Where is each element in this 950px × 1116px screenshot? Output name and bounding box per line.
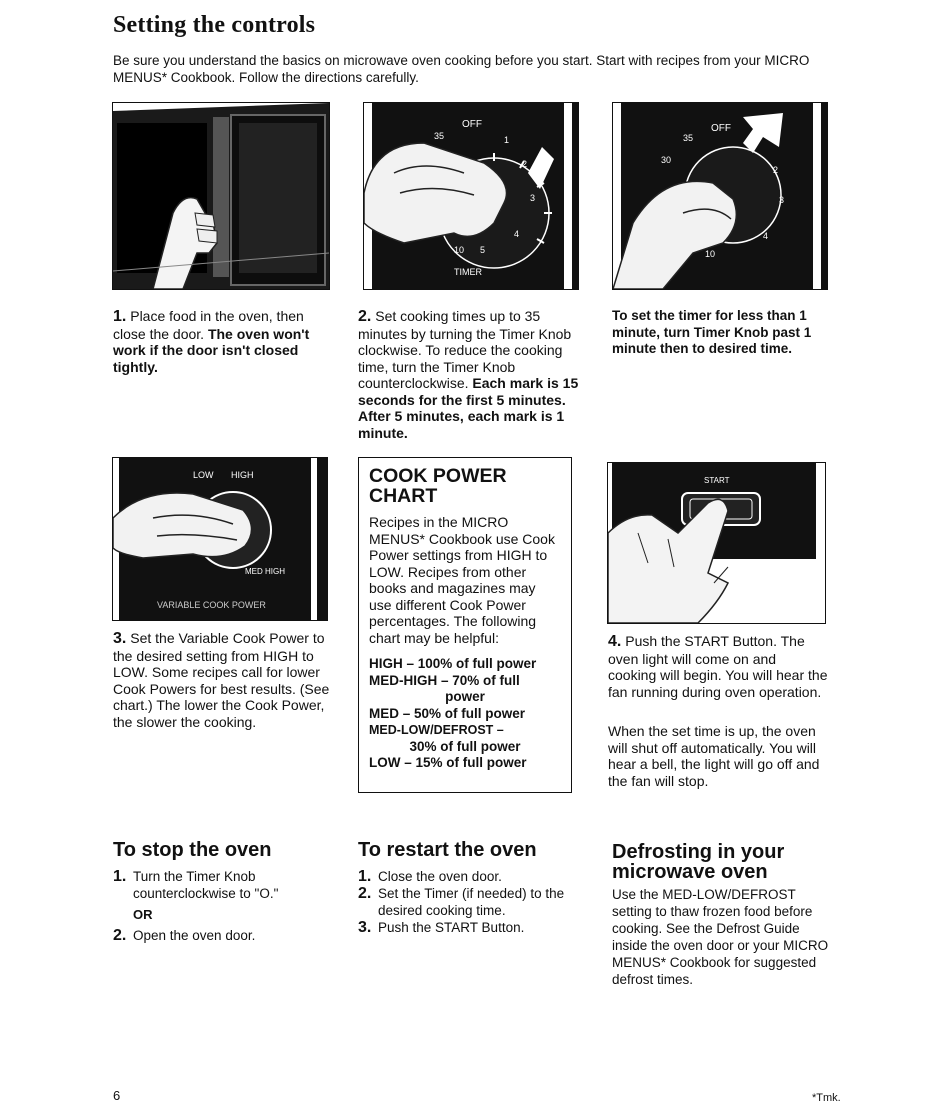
photo-oven-door xyxy=(112,102,330,290)
photo-timer-less-than-minute xyxy=(612,102,828,290)
caption-step4: 4. Push the START Button. The oven light will come on and cooking will begin. You will hear the fan running during oven operation. xyxy=(608,633,828,700)
svg-text:10: 10 xyxy=(705,249,716,259)
svg-text:HIGH: HIGH xyxy=(231,470,254,480)
svg-text:4: 4 xyxy=(763,231,769,241)
caption-timer-less: To set the timer for less than 1 minute, turn Timer Knob past 1 minute then to desired time. xyxy=(612,308,812,356)
photo-timer-knob xyxy=(363,102,579,290)
restart-step-2: 2. Set the Timer (if needed) to the desired cooking time. xyxy=(358,885,565,918)
chart-row-med-low-cont: 30% of full power xyxy=(409,738,521,754)
chart-title: COOK POWER CHART xyxy=(369,465,507,507)
restart-step-3: 3. Push the START Button. xyxy=(358,919,525,936)
chart-row-med: MED – 50% of full power xyxy=(369,705,526,721)
svg-text:LOW: LOW xyxy=(193,470,214,480)
svg-text:1: 1 xyxy=(504,135,510,145)
svg-text:MED HIGH: MED HIGH xyxy=(245,567,285,576)
svg-text:35: 35 xyxy=(434,131,445,141)
defrost-section xyxy=(612,842,832,988)
intro-paragraph: Be sure you understand the basics on microwave oven cooking before you start. Start with recipes from your MICRO MENUS* Cookbook. Follow the directions carefully. xyxy=(113,53,810,85)
chart-row-med-high-cont: power xyxy=(445,689,485,704)
svg-text:5: 5 xyxy=(480,245,486,255)
svg-text:30: 30 xyxy=(661,155,672,165)
svg-text:2: 2 xyxy=(773,165,779,175)
chart-row-med-high: MED-HIGH – 70% of full xyxy=(369,672,520,688)
svg-text:TIMER: TIMER xyxy=(454,267,482,277)
caption-step3: 3. Set the Variable Cook Power to the desired setting from HIGH to LOW. Some recipes call for lower Cook Powers for best results. (See chart.) The lower the Cook Power, the slower the cooking. xyxy=(113,630,330,730)
caption-step4-end: When the set time is up, the oven will shut off automatically. You will hear a bell, the light will go off and the fan will stop. xyxy=(608,723,820,789)
trademark-note: *Tmk. xyxy=(812,1092,841,1104)
svg-text:2: 2 xyxy=(522,159,528,169)
stop-or: OR xyxy=(133,907,153,922)
chart-row-med-low: MED-LOW/DEFROST – xyxy=(369,723,504,737)
stop-oven-heading: To stop the oven xyxy=(113,839,272,861)
svg-text:OFF: OFF xyxy=(711,123,731,134)
chart-body: Recipes in the MICRO MENUS* Cookbook use Cook Power settings from HIGH to LOW. Recipes from other books and magazines may use different Cook Power percentages. The following chart may be helpful: xyxy=(369,514,555,646)
defrost-text: Use the MED-LOW/DEFROST setting to thaw frozen food before cooking. See the Defrost Guide inside the oven door or your MICRO MENUS* Cookbook for suggested defrost times. xyxy=(612,887,829,987)
timer-off-label: OFF xyxy=(462,119,482,130)
svg-text:START: START xyxy=(704,476,730,485)
stop-step-2: 2. Open the oven door. xyxy=(113,927,256,944)
svg-text:10: 10 xyxy=(454,245,465,255)
cook-power-chart xyxy=(358,457,572,793)
svg-text:35: 35 xyxy=(683,133,694,143)
photo-start-button xyxy=(607,462,826,624)
chart-row-high: HIGH – 100% of full power xyxy=(369,656,537,671)
page-number: 6 xyxy=(113,1088,121,1103)
page-title: Setting the controls xyxy=(113,12,316,38)
svg-text:VARIABLE COOK POWER: VARIABLE COOK POWER xyxy=(157,600,266,610)
restart-oven-section xyxy=(358,840,588,936)
stop-oven-section xyxy=(113,840,343,944)
defrost-heading: Defrosting in your microwave oven xyxy=(612,841,785,883)
svg-text:3: 3 xyxy=(779,195,785,205)
chart-row-low: LOW – 15% of full power xyxy=(369,755,527,770)
stop-step-1: 1. Turn the Timer Knob counterclockwise to "O." xyxy=(113,868,279,901)
svg-text:3: 3 xyxy=(530,193,536,203)
svg-text:4: 4 xyxy=(514,229,520,239)
restart-oven-heading: To restart the oven xyxy=(358,839,537,861)
photo-variable-cook-power xyxy=(112,457,328,621)
restart-step-1: 1. Close the oven door. xyxy=(358,868,502,885)
caption-step1: 1. Place food in the oven, then close the door. The oven won't work if the door isn't closed tightly. xyxy=(113,308,310,375)
caption-step2: 2. Set cooking times up to 35 minutes by turning the Timer Knob clockwise. To reduce the cooking time, turn the Timer Knob counterclockwise. Each mark is 15 seconds for the first 5 minutes. After 5 minutes, each mark is 1 minute. xyxy=(358,308,579,441)
